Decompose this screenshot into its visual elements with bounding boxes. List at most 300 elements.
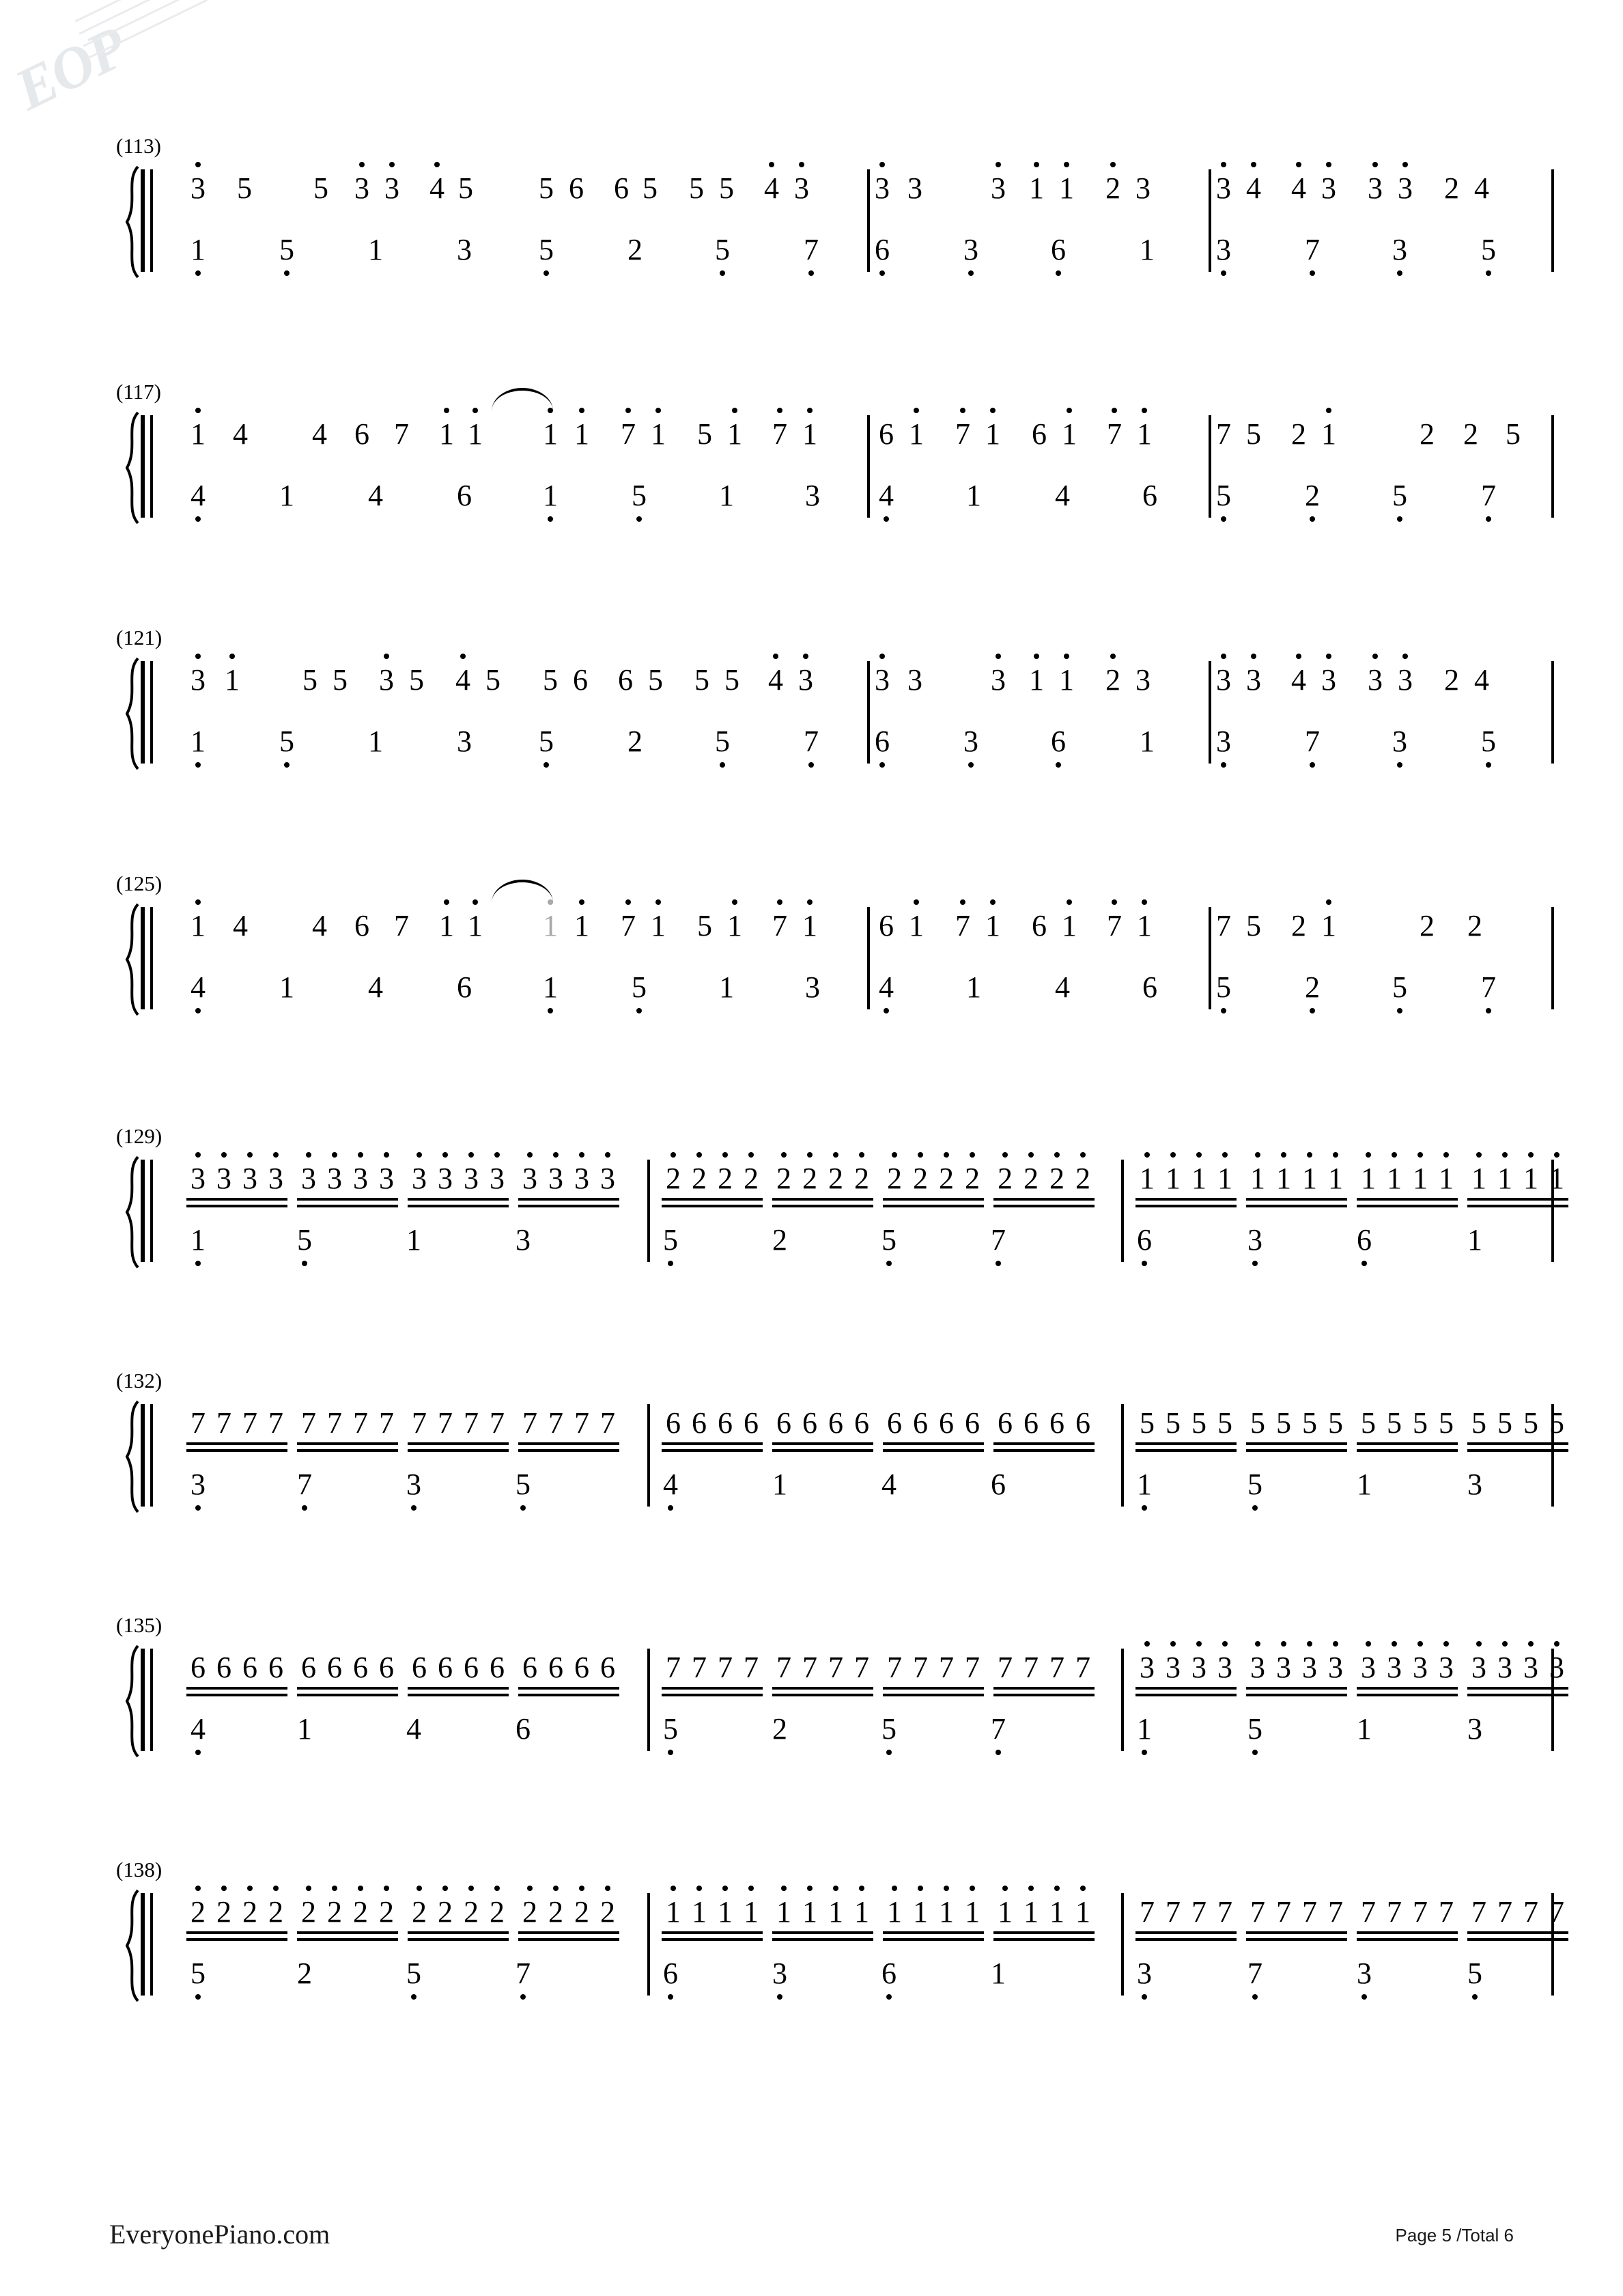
note: 3 (516, 1223, 531, 1257)
note: 1 (651, 419, 666, 449)
beam-line (993, 1205, 1095, 1207)
note: 3 (794, 173, 809, 204)
note: 2 (887, 1164, 902, 1194)
barline-start-thick (141, 169, 145, 272)
octave-up-dot (1402, 162, 1408, 167)
barline-start-thin (150, 1160, 153, 1262)
note: 2 (327, 1897, 342, 1927)
note: 7 (1361, 1895, 1376, 1929)
octave-up-dot (359, 162, 365, 167)
note: 3 (1357, 1959, 1372, 1989)
octave-up-dot (722, 1152, 728, 1158)
note: 6 (718, 1406, 733, 1440)
octave-up-dot (579, 1152, 584, 1158)
note: 3 (379, 1164, 394, 1194)
note: 5 (1413, 1406, 1428, 1440)
barline-start-thick (141, 1160, 145, 1262)
beam-line (883, 1687, 984, 1690)
octave-down-dot (1252, 1505, 1258, 1511)
octave-up-dot (1443, 1152, 1449, 1158)
note: 5 (1246, 417, 1261, 451)
note: 2 (548, 1897, 563, 1927)
note: 7 (692, 1651, 707, 1684)
note: 5 (302, 663, 317, 697)
note: 1 (1321, 419, 1336, 449)
note: 7 (1328, 1895, 1343, 1929)
beam-line (408, 1694, 509, 1696)
note: 7 (1250, 1895, 1265, 1929)
note: 6 (457, 479, 472, 512)
note: 7 (802, 1651, 817, 1684)
note: 3 (1276, 1653, 1291, 1683)
octave-up-dot (384, 1886, 389, 1891)
note: 1 (1357, 1468, 1372, 1501)
note: 3 (522, 1164, 537, 1194)
note: 6 (614, 171, 629, 205)
beam-line (186, 1198, 287, 1201)
octave-down-dot (195, 1261, 201, 1266)
note: 3 (1368, 173, 1383, 204)
octave-up-dot (417, 1152, 422, 1158)
beam-line (993, 1687, 1095, 1690)
note: 6 (522, 1651, 537, 1684)
note: 2 (939, 1164, 954, 1194)
note: 5 (539, 235, 554, 265)
note: 3 (190, 1164, 206, 1194)
note: 3 (1361, 1653, 1376, 1683)
note: 3 (1321, 665, 1336, 695)
octave-up-dot (444, 408, 449, 413)
measure-number: (135) (116, 1613, 163, 1637)
note: 2 (438, 1897, 453, 1927)
beam-line (1246, 1694, 1347, 1696)
octave-down-dot (195, 762, 201, 768)
note: 1 (1029, 173, 1044, 204)
note: 3 (574, 1164, 589, 1194)
note: 4 (1474, 663, 1489, 697)
note: 2 (965, 1164, 980, 1194)
octave-down-dot (1221, 1008, 1226, 1013)
note: 6 (998, 1406, 1013, 1440)
note: 3 (1140, 1653, 1155, 1683)
beam-line (662, 1694, 763, 1696)
octave-up-dot (625, 899, 631, 905)
octave-up-dot (1326, 408, 1331, 413)
note: 5 (1471, 1406, 1486, 1440)
octave-up-dot (990, 408, 996, 413)
note: 3 (1302, 1653, 1317, 1683)
octave-down-dot (1142, 1505, 1147, 1511)
octave-up-dot (472, 408, 478, 413)
note: 1 (651, 911, 666, 941)
note: 3 (406, 1470, 421, 1500)
note: 7 (1107, 911, 1122, 941)
note: 4 (190, 1714, 206, 1744)
note: 5 (1392, 481, 1407, 511)
bass-row (157, 727, 1523, 769)
note: 4 (190, 972, 206, 1003)
note: 2 (776, 1164, 791, 1194)
beam-line (993, 1449, 1095, 1452)
octave-up-dot (1476, 1152, 1482, 1158)
beam-line (1135, 1198, 1237, 1201)
note: 5 (485, 663, 500, 697)
octave-up-dot (1554, 1152, 1560, 1158)
note: 4 (764, 173, 779, 204)
note: 3 (1439, 1653, 1454, 1683)
octave-down-dot (884, 516, 889, 522)
beam-line (662, 1449, 763, 1452)
note: 1 (1075, 1897, 1090, 1927)
octave-down-dot (284, 270, 290, 276)
beam-line (993, 1442, 1095, 1445)
note: 2 (412, 1897, 427, 1927)
note: 2 (190, 1897, 206, 1927)
beam-line (518, 1205, 619, 1207)
note: 1 (828, 1897, 843, 1927)
note: 7 (1024, 1651, 1039, 1684)
note: 1 (406, 1223, 421, 1257)
note: 7 (887, 1651, 902, 1684)
note: 3 (242, 1164, 257, 1194)
slur-mark (492, 388, 553, 411)
note: 3 (875, 173, 890, 204)
bass-row (157, 1225, 1523, 1268)
note: 6 (438, 1651, 453, 1684)
note: 1 (1059, 173, 1074, 204)
octave-up-dot (1144, 1641, 1150, 1647)
note: 3 (1250, 1653, 1265, 1683)
note: 3 (327, 1164, 342, 1194)
note: 4 (1055, 970, 1070, 1004)
note: 6 (666, 1406, 681, 1440)
note: 1 (574, 419, 589, 449)
beam-line (518, 1931, 619, 1934)
note: 2 (772, 1712, 787, 1746)
note: 4 (1246, 173, 1261, 204)
beam-line (883, 1205, 984, 1207)
note: 7 (1481, 972, 1496, 1003)
note: 3 (1216, 665, 1231, 695)
note: 1 (719, 479, 734, 512)
bass-row (157, 1470, 1523, 1512)
note: 5 (1497, 1406, 1512, 1440)
note: 1 (718, 1897, 733, 1927)
beam-line (186, 1205, 287, 1207)
note: 5 (648, 663, 663, 697)
octave-up-dot (944, 1886, 949, 1891)
octave-up-dot (1372, 162, 1378, 167)
note: 6 (354, 417, 369, 451)
beam-line (662, 1938, 763, 1941)
note: 1 (439, 911, 454, 941)
octave-up-dot (1417, 1641, 1423, 1647)
octave-up-dot (918, 1152, 923, 1158)
octave-up-dot (892, 1886, 897, 1891)
note: 1 (1328, 1164, 1343, 1194)
octave-up-dot (833, 1152, 838, 1158)
note: 1 (468, 911, 483, 941)
octave-up-dot (1326, 654, 1331, 659)
note: 7 (379, 1406, 394, 1440)
note: 3 (1191, 1653, 1206, 1683)
beam-line (1467, 1198, 1568, 1201)
octave-down-dot (720, 762, 725, 768)
note: 7 (1049, 1651, 1064, 1684)
octave-up-dot (1067, 408, 1072, 413)
note: 7 (600, 1406, 615, 1440)
octave-down-dot (668, 1750, 673, 1755)
note: 6 (1024, 1406, 1039, 1440)
barline-start-thin (150, 1404, 153, 1507)
note: 1 (998, 1897, 1013, 1927)
octave-down-dot (1056, 762, 1061, 768)
octave-down-dot (668, 1261, 673, 1266)
note: 4 (312, 909, 327, 942)
note: 1 (1140, 233, 1155, 266)
note: 3 (1398, 665, 1413, 695)
octave-up-dot (1366, 1641, 1371, 1647)
note: 5 (1387, 1406, 1402, 1440)
note: 1 (802, 419, 817, 449)
octave-down-dot (1361, 1261, 1367, 1266)
note: 6 (965, 1406, 980, 1440)
note: 3 (1392, 727, 1407, 757)
octave-up-dot (1221, 654, 1226, 659)
note: 7 (1497, 1895, 1512, 1929)
octave-up-dot (1064, 162, 1069, 167)
note: 6 (776, 1406, 791, 1440)
treble-row (157, 1895, 1564, 1940)
note: 2 (1444, 663, 1459, 697)
note: 2 (1305, 972, 1320, 1003)
note: 7 (772, 911, 787, 941)
octave-down-dot (1142, 1261, 1147, 1266)
octave-up-dot (434, 162, 440, 167)
note: 7 (772, 419, 787, 449)
octave-down-dot (636, 516, 642, 522)
octave-down-dot (884, 1008, 889, 1013)
note: 5 (694, 663, 709, 697)
note: 2 (1105, 665, 1120, 695)
beam-line (1467, 1442, 1568, 1445)
note: 7 (242, 1406, 257, 1440)
note: 1 (1361, 1164, 1376, 1194)
note: 5 (1140, 1406, 1155, 1440)
octave-up-dot (1326, 162, 1331, 167)
octave-down-dot (1310, 516, 1315, 522)
octave-down-dot (1397, 516, 1402, 522)
note: 6 (913, 1406, 928, 1440)
beam-line (518, 1694, 619, 1696)
note: 7 (464, 1406, 479, 1440)
beam-line (1135, 1442, 1237, 1445)
octave-up-dot (460, 654, 466, 659)
note: 1 (692, 1897, 707, 1927)
octave-up-dot (605, 1886, 610, 1891)
octave-up-dot (671, 1886, 676, 1891)
note: 7 (490, 1406, 505, 1440)
note: 5 (1302, 1406, 1317, 1440)
octave-up-dot (1196, 1152, 1202, 1158)
note: 2 (268, 1897, 283, 1927)
note: 1 (727, 419, 742, 449)
octave-down-dot (1221, 762, 1226, 768)
note: 4 (312, 417, 327, 451)
note: 3 (216, 1164, 231, 1194)
note: 2 (490, 1897, 505, 1927)
note: 2 (1075, 1164, 1090, 1194)
beam-line (1357, 1687, 1458, 1690)
note: 7 (574, 1406, 589, 1440)
note: 7 (998, 1651, 1013, 1684)
octave-up-dot (527, 1152, 533, 1158)
note: 3 (1413, 1653, 1428, 1683)
octave-up-dot (1554, 1641, 1560, 1647)
note: 7 (1191, 1895, 1206, 1929)
beam-line (1135, 1205, 1237, 1207)
note: 5 (663, 1225, 678, 1255)
note: 6 (881, 1959, 897, 1989)
octave-up-dot (781, 1152, 787, 1158)
barline (1551, 907, 1554, 1009)
note: 3 (805, 479, 820, 512)
octave-up-dot (1281, 1152, 1286, 1158)
note: 2 (379, 1897, 394, 1927)
beam-line (1246, 1449, 1347, 1452)
note: 7 (327, 1406, 342, 1440)
note: 2 (1291, 417, 1306, 451)
octave-up-dot (748, 1152, 754, 1158)
octave-up-dot (247, 1152, 253, 1158)
beam-line (1357, 1694, 1458, 1696)
octave-down-dot (284, 762, 290, 768)
note: 1 (190, 235, 206, 265)
octave-up-dot (468, 1886, 474, 1891)
beam-line (297, 1938, 398, 1941)
note: 3 (907, 171, 922, 205)
note: 2 (772, 1223, 787, 1257)
beam-line (1467, 1931, 1568, 1934)
note: 7 (1413, 1895, 1428, 1929)
note: 5 (632, 481, 647, 511)
octave-up-dot (1222, 1641, 1228, 1647)
beam-line (772, 1442, 873, 1445)
bass-row (157, 1959, 1523, 2001)
note: 5 (1361, 1406, 1376, 1440)
note: 1 (190, 727, 206, 757)
note: 6 (939, 1406, 954, 1440)
octave-down-dot (1361, 1994, 1367, 2000)
note: 5 (715, 235, 730, 265)
beam-line (1467, 1449, 1568, 1452)
octave-up-dot (1443, 1641, 1449, 1647)
note: 1 (939, 1897, 954, 1927)
beam-line (1467, 1687, 1568, 1690)
octave-up-dot (990, 899, 996, 905)
octave-up-dot (1255, 1152, 1260, 1158)
note: 1 (991, 1957, 1006, 1990)
octave-up-dot (1255, 1641, 1260, 1647)
note: 7 (548, 1406, 563, 1440)
bass-row (157, 481, 1523, 523)
note: 7 (1302, 1895, 1317, 1929)
octave-up-dot (444, 899, 449, 905)
beam-line (883, 1694, 984, 1696)
octave-up-dot (1110, 162, 1116, 167)
octave-up-dot (1142, 899, 1147, 905)
octave-down-dot (302, 1505, 307, 1511)
octave-up-dot (472, 899, 478, 905)
octave-up-dot (1080, 1152, 1086, 1158)
note: 6 (1137, 1225, 1152, 1255)
note: 1 (1276, 1164, 1291, 1194)
note: 3 (1467, 1468, 1482, 1501)
octave-up-dot (247, 1886, 253, 1891)
note: 7 (621, 419, 636, 449)
measure-number: (138) (116, 1858, 163, 1881)
music-system (116, 871, 1523, 1018)
octave-up-dot (914, 408, 919, 413)
octave-down-dot (195, 1994, 201, 2000)
note: 1 (1137, 1714, 1152, 1744)
octave-down-dot (195, 1008, 201, 1013)
note: 5 (1481, 235, 1496, 265)
music-system (116, 1124, 1564, 1270)
octave-up-dot (1222, 1152, 1228, 1158)
beam-line (518, 1198, 619, 1201)
octave-up-dot (914, 899, 919, 905)
octave-up-dot (769, 162, 774, 167)
beam-line (1246, 1931, 1347, 1934)
note: 1 (909, 911, 924, 941)
octave-up-dot (1054, 1886, 1060, 1891)
octave-up-dot (1333, 1152, 1338, 1158)
note: 2 (1463, 417, 1478, 451)
octave-down-dot (1310, 270, 1315, 276)
note: 1 (1413, 1164, 1428, 1194)
note: 1 (574, 911, 589, 941)
octave-down-dot (636, 1008, 642, 1013)
octave-up-dot (671, 1152, 676, 1158)
note: 6 (190, 1651, 206, 1684)
note: 2 (297, 1957, 312, 1990)
note: 6 (879, 417, 894, 451)
octave-down-dot (544, 762, 549, 768)
octave-up-dot (358, 1152, 363, 1158)
octave-up-dot (442, 1152, 448, 1158)
note: 5 (689, 171, 704, 205)
beam-line (408, 1687, 509, 1690)
note: 7 (991, 1225, 1006, 1255)
note: 3 (268, 1164, 283, 1194)
note: 5 (190, 1959, 206, 1989)
bass-row (157, 235, 1523, 277)
octave-down-dot (1397, 1008, 1402, 1013)
note: 3 (1216, 173, 1231, 204)
octave-up-dot (195, 1152, 201, 1158)
beam-line (1357, 1931, 1458, 1934)
barline-start-thick (141, 661, 145, 764)
note: 3 (1549, 1653, 1564, 1683)
note: 5 (697, 417, 712, 451)
note: 7 (353, 1406, 368, 1440)
note: 4 (233, 909, 248, 942)
beam-line (1357, 1449, 1458, 1452)
note: 2 (1105, 173, 1120, 204)
octave-down-dot (1472, 1994, 1478, 2000)
note: 1 (1137, 1470, 1152, 1500)
